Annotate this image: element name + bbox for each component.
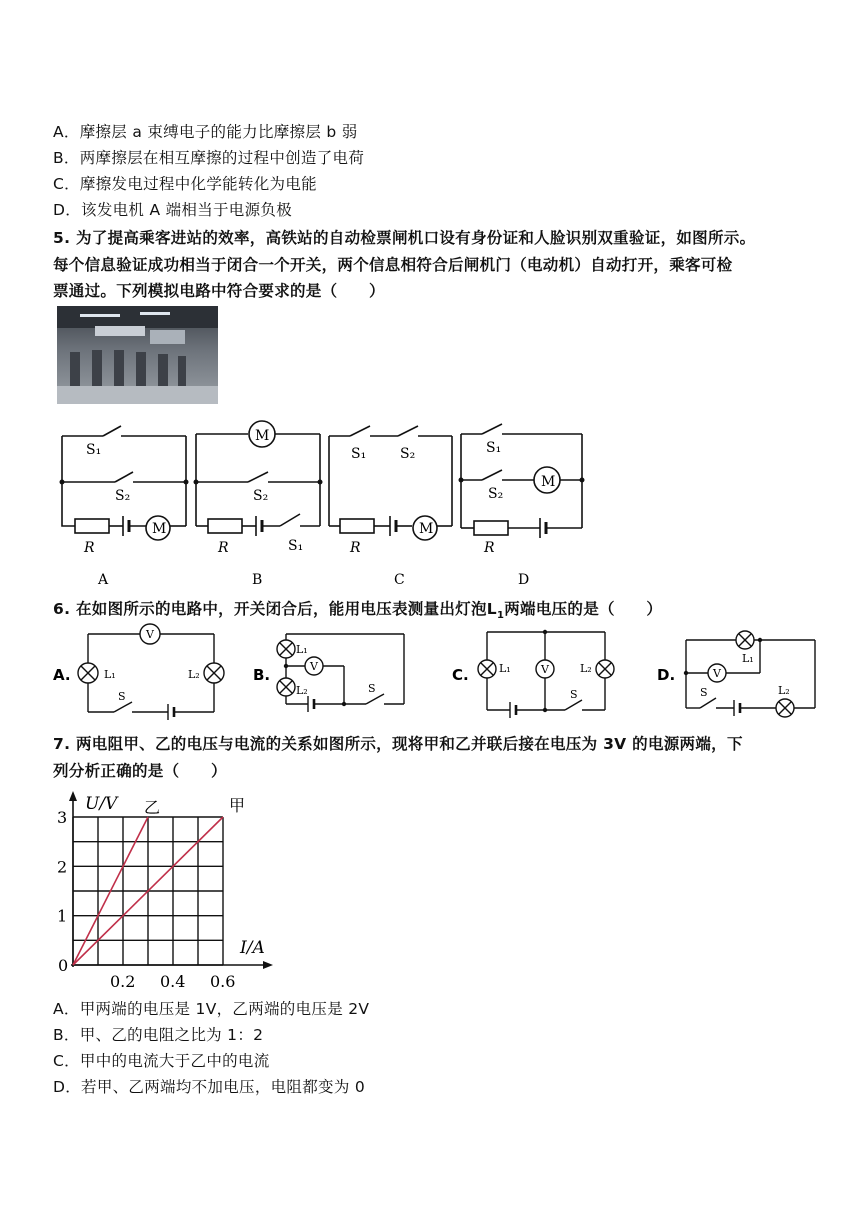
q5-stem-line3: 票通过。下列模拟电路中符合要求的是（ ） <box>53 282 385 300</box>
q7-option-a: A．甲两端的电压是 1V，乙两端的电压是 2V <box>53 1000 370 1018</box>
d-v-label: V <box>713 667 721 680</box>
x-tick-label: 0.4 <box>160 972 186 991</box>
q6-stem-before: 6. 在如图所示的电路中，开关闭合后，能用电压表测量出灯泡 <box>53 600 487 618</box>
b-l1-label: L₁ <box>296 643 308 656</box>
series-label: 甲 <box>229 796 246 815</box>
c-m-label: M <box>419 521 434 537</box>
q7-option-b: B．甲、乙的电阻之比为 1：2 <box>53 1026 264 1044</box>
q4-option-a: A．摩擦层 a 束缚电子的能力比摩擦层 b 弱 <box>53 123 358 141</box>
origin-label: 0 <box>58 956 69 975</box>
q7-option-d: D．若甲、乙两端均不加电压，电阻都变为 0 <box>53 1078 366 1096</box>
x-axis-arrow <box>263 961 273 969</box>
q5-stem-line1: 5. 为了提高乘客进站的效率，高铁站的自动检票闸机口设有身份证和人脸识别双重验证，如图所示。 <box>53 229 756 247</box>
q5-stem-line2: 每个信息验证成功相当于闭合一个开关，两个信息相符合后闸机门（电动机）自动打开，乘客可检 <box>53 256 733 274</box>
y-axis-arrow <box>69 791 77 801</box>
d-s-label: S <box>700 686 708 699</box>
circuit-label-c: C <box>394 572 405 588</box>
b-m-label: M <box>255 428 270 444</box>
b-r-label: R <box>218 540 229 556</box>
a-l2-label: L₂ <box>188 668 200 681</box>
d-l1-label: L₁ <box>742 652 754 665</box>
a-s-label: S <box>118 690 126 703</box>
q4-option-d: D．该发电机 A 端相当于电源负极 <box>53 201 292 219</box>
d-m-label: M <box>541 474 556 490</box>
circuit-label-a: A <box>98 572 109 588</box>
y-tick-label: 2 <box>57 857 68 877</box>
c-s-label: S <box>570 688 578 701</box>
a-r-label: R <box>84 540 95 556</box>
c-s2-label: S₂ <box>400 446 416 462</box>
a-s2-label: S₂ <box>115 488 131 504</box>
d-s2-label: S₂ <box>488 486 504 502</box>
q6-stem-after: 两端电压的是（ ） <box>504 600 663 618</box>
q6-label-d: D. <box>657 666 676 684</box>
x-tick-label: 0.6 <box>210 972 236 991</box>
c-l1-label: L₁ <box>499 662 511 675</box>
a-s1-label: S₁ <box>86 442 102 458</box>
x-tick-label: 0.2 <box>110 972 136 991</box>
circuit-label-d: D <box>518 572 530 588</box>
circuit-label-b: B <box>252 572 263 588</box>
b-l2-label: L₂ <box>296 684 308 697</box>
q6-stem-l1: L <box>486 600 497 618</box>
q6-label-a: A. <box>53 666 71 684</box>
q7-option-c: C．甲中的电流大于乙中的电流 <box>53 1052 270 1070</box>
d-s1-label: S₁ <box>486 440 502 456</box>
q4-option-c: C．摩擦发电过程中化学能转化为电能 <box>53 175 317 193</box>
c-v-label: V <box>541 663 549 676</box>
q6-label-c: C. <box>452 666 469 684</box>
q7-stem-line1: 7. 两电阻甲、乙的电压与电流的关系如图所示，现将甲和乙并联后接在电压为 3V 的电源两端，下 <box>53 735 743 753</box>
c-r-label: R <box>350 540 361 556</box>
q6-label-b: B. <box>253 666 271 684</box>
b-s2-label: S₂ <box>253 488 269 504</box>
x-axis-label: I/A <box>240 938 265 958</box>
b-s1-label: S₁ <box>288 538 304 554</box>
b-s-label: S <box>368 682 376 695</box>
y-tick-label: 3 <box>57 808 68 827</box>
a-l1-label: L₁ <box>104 668 116 681</box>
a-v-label: V <box>146 628 154 641</box>
q6-stem-l1-sub: 1 <box>496 610 505 622</box>
y-tick-label: 1 <box>57 906 68 926</box>
d-r-label: R <box>484 540 495 556</box>
c-s1-label: S₁ <box>351 446 367 462</box>
c-l2-label: L₂ <box>580 662 592 675</box>
q4-option-b: B．两摩擦层在相互摩擦的过程中创造了电荷 <box>53 149 365 167</box>
a-m-label: M <box>152 521 167 537</box>
y-axis-label: U/V <box>85 794 118 814</box>
b-v-label: V <box>310 660 318 673</box>
series-label: 乙 <box>144 798 161 817</box>
q7-stem-line2: 列分析正确的是（ ） <box>53 762 227 780</box>
d-l2-label: L₂ <box>778 684 790 697</box>
